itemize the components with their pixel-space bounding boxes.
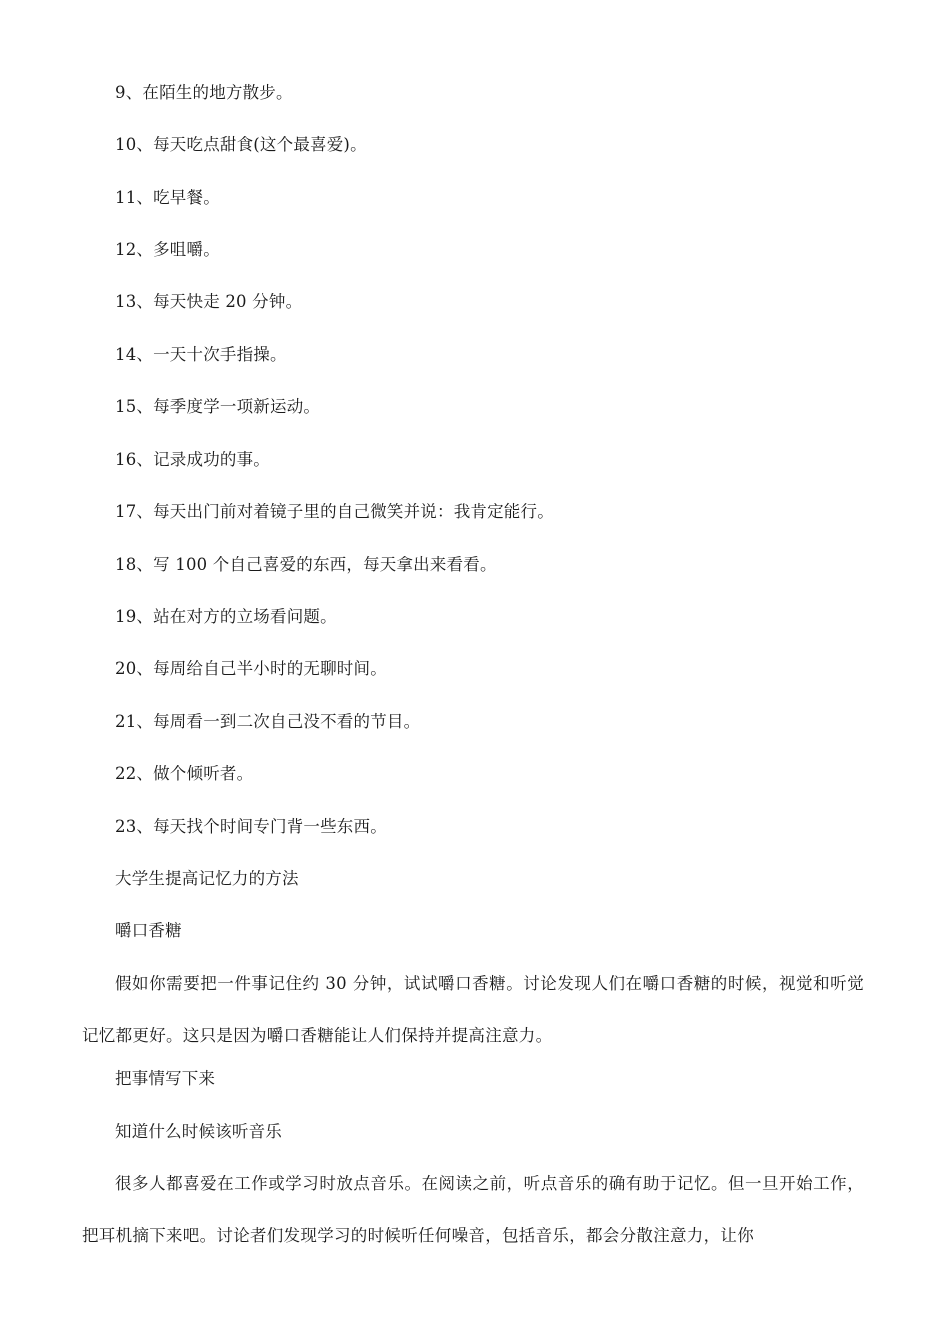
paragraph-gum: 假如你需要把一件事记住约 30 分钟，试试嚼口香糖。讨论发现人们在嚼口香糖的时候，视觉和听觉记忆都更好。这只是因为嚼口香糖能让人们保持并提高注意力。 xyxy=(82,974,864,1045)
heading-music: 知道什么时候该听音乐 xyxy=(115,1122,282,1141)
list-item-21: 21、每周看一到二次自己没不看的节目。 xyxy=(115,712,421,731)
list-item-12: 12、多咀嚼。 xyxy=(115,240,220,259)
list-item-19: 19、站在对方的立场看问题。 xyxy=(115,607,337,626)
list-item-16: 16、记录成功的事。 xyxy=(115,450,270,469)
list-item-14: 14、一天十次手指操。 xyxy=(115,345,287,364)
list-item-13: 13、每天快走 20 分钟。 xyxy=(115,292,303,311)
list-item-9: 9、在陌生的地方散步。 xyxy=(115,83,293,102)
paragraph-music: 很多人都喜爱在工作或学习时放点音乐。在阅读之前，听点音乐的确有助于记忆。但一旦开始工作，把耳机摘下来吧。讨论者们发现学习的时候听任何噪音，包括音乐，都会分散注意力，让你 xyxy=(82,1174,864,1245)
list-item-23: 23、每天找个时间专门背一些东西。 xyxy=(115,817,387,836)
heading-gum: 嚼口香糖 xyxy=(115,921,182,940)
list-item-22: 22、做个倾听者。 xyxy=(115,764,254,783)
list-item-10: 10、每天吃点甜食(这个最喜爱)。 xyxy=(115,135,367,154)
section-title: 大学生提高记忆力的方法 xyxy=(115,869,299,888)
list-item-18: 18、写 100 个自己喜爱的东西，每天拿出来看看。 xyxy=(115,555,497,574)
list-item-11: 11、吃早餐。 xyxy=(115,188,220,207)
heading-write: 把事情写下来 xyxy=(115,1069,216,1088)
list-item-17: 17、每天出门前对着镜子里的自己微笑并说：我肯定能行。 xyxy=(115,502,554,521)
list-item-15: 15、每季度学一项新运动。 xyxy=(115,397,321,416)
list-item-20: 20、每周给自己半小时的无聊时间。 xyxy=(115,659,387,678)
